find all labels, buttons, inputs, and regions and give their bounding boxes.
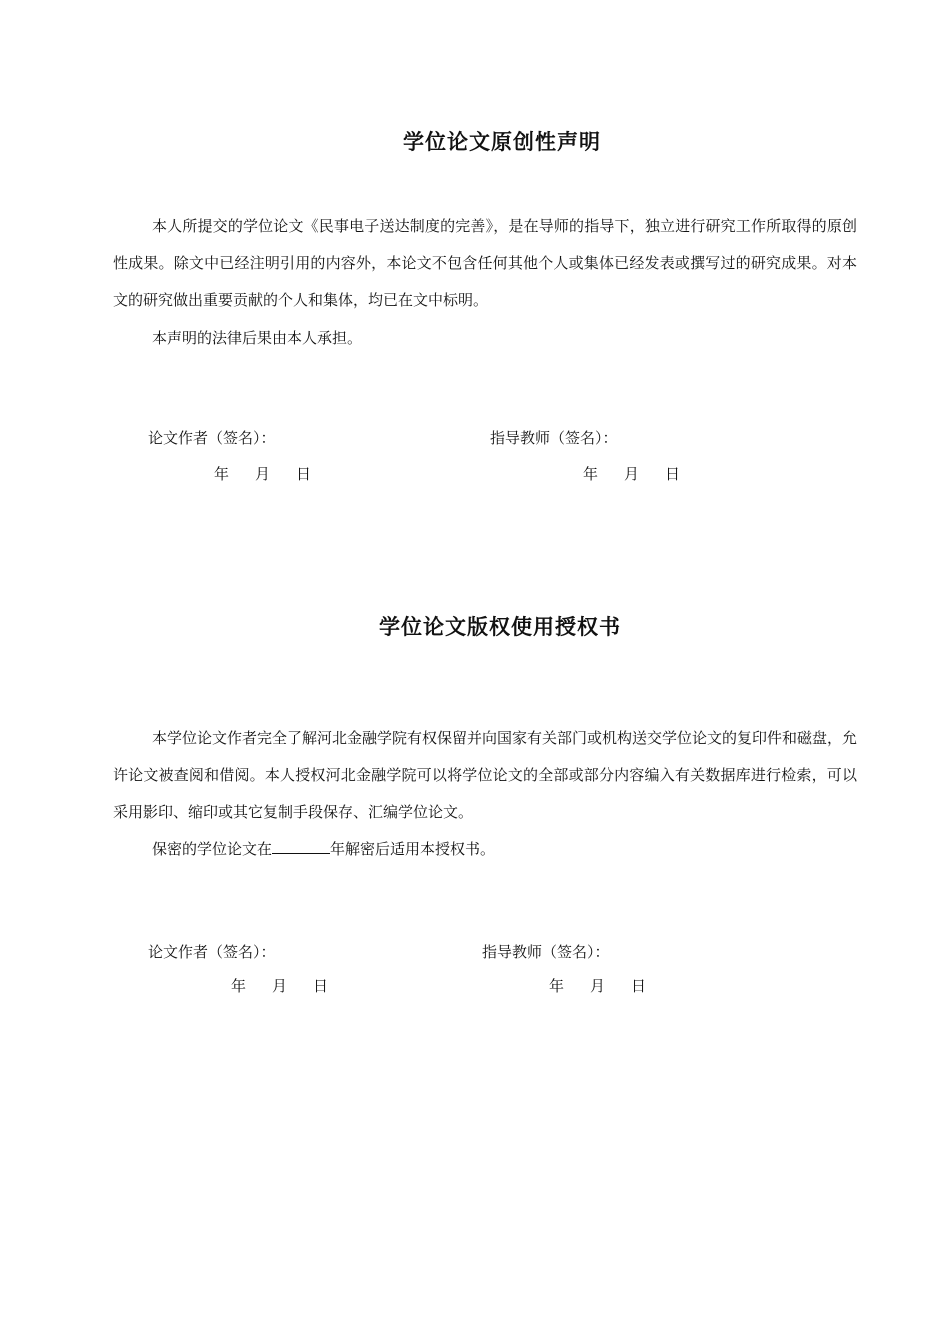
date-month: 月: [624, 465, 640, 483]
originality-declaration-paragraph: 本人所提交的学位论文《民事电子送达制度的完善》，是在导师的指导下，独立进行研究工作所取得的原创性成果。除文中已经注明引用的内容外，本论文不包含任何其他个人或集体已经发表或撰写过的研究成果。对本文的研究做出重要贡献的个人和集体，均已在文中标明。: [113, 217, 857, 309]
date-day: 日: [313, 977, 329, 995]
date-year: 年: [583, 465, 599, 483]
date-year: 年: [214, 465, 230, 483]
date-day: 日: [665, 465, 681, 483]
copyright-authorization-paragraph: 本学位论文作者完全了解河北金融学院有权保留并向国家有关部门或机构送交学位论文的复印件和磁盘，允许论文被查阅和借阅。本人授权河北金融学院可以将学位论文的全部或部分内容编入有关数据库进行检索，可以采用影印、缩印或其它复制手段保存、汇编学位论文。: [113, 729, 858, 821]
date-day: 日: [296, 465, 312, 483]
originality-declaration-title: 学位论文原创性声明: [403, 130, 601, 154]
advisor-signature-label: 指导教师（签名）：: [482, 943, 610, 961]
advisor-signature-date: [583, 464, 680, 484]
date-month: 月: [255, 465, 271, 483]
copyright-authorization-title: 学位论文版权使用授权书: [379, 615, 621, 639]
date-year: 年: [231, 977, 247, 995]
date-month: 月: [590, 977, 606, 995]
confidential-prefix: 保密的学位论文在: [152, 840, 273, 858]
legal-consequence-statement: 本声明的法律后果由本人承担。: [152, 329, 363, 347]
date-month: 月: [272, 977, 288, 995]
author-signature-label: 论文作者（签名）：: [148, 429, 276, 447]
date-year: 年: [549, 977, 565, 995]
advisor-signature-date: [549, 976, 646, 996]
author-signature-label: 论文作者（签名）：: [148, 943, 276, 961]
date-day: 日: [631, 977, 647, 995]
author-signature-date: [214, 464, 311, 484]
confidential-suffix: 年解密后适用本授权书。: [330, 840, 496, 858]
author-signature-date: [231, 976, 328, 996]
advisor-signature-label: 指导教师（签名）：: [490, 429, 618, 447]
confidential-thesis-statement: [152, 838, 495, 859]
declassification-year-blank: [272, 838, 330, 854]
